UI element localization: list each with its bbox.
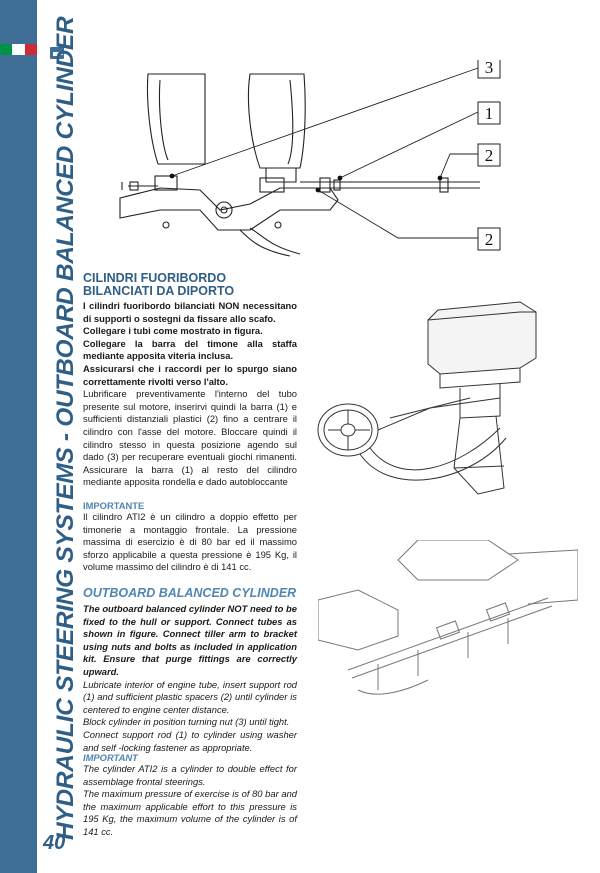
italian-title-line2: BILANCIATI DA DIPORTO xyxy=(83,284,235,298)
italian-flag xyxy=(0,44,37,55)
english-important-label: IMPORTANT xyxy=(83,752,138,763)
flag-white xyxy=(12,44,24,55)
top-diagram xyxy=(100,60,510,260)
engine-wheel-illustration xyxy=(310,298,580,508)
callout-2b: 2 xyxy=(484,230,494,249)
callout-1: 1 xyxy=(484,104,494,123)
callout-3: 3 xyxy=(484,60,494,77)
english-title: OUTBOARD BALANCED CYLINDER xyxy=(83,586,297,600)
english-body-2: Block cylinder in position turning nut (3) until tight. xyxy=(83,716,290,728)
sidebar-band xyxy=(0,0,37,873)
english-body-3: Connect support rod (1) to cylinder using washer and self -locking fastener as appropriate. xyxy=(83,728,297,753)
page-number: 40 xyxy=(43,832,66,854)
flag-red xyxy=(25,44,37,55)
italian-bold-4: Assicurarsi che i raccordi per lo spurgo siano correttamente rivolti verso l'alto. xyxy=(83,362,297,387)
vertical-title: HYDRAULIC STEERING SYSTEMS - OUTBOARD BALANCED CYLINDER xyxy=(52,16,79,840)
italian-title-line1: CILINDRI FUORIBORDO xyxy=(83,271,227,285)
italian-bold-2: Collegare i tubi come mostrato in figura. xyxy=(83,325,263,337)
italian-bold-3: Collegare la barra del timone alla staffa mediante apposita viteria inclusa. xyxy=(83,337,297,362)
flag-green xyxy=(0,44,12,55)
english-section xyxy=(83,586,297,754)
italian-section xyxy=(83,272,297,489)
italian-important-text: Il cilindro ATI2 è un cilindro a doppio effetto per timonerie a montaggio frontale. La pressione massima di esercizio è di 80 bar ed il massimo sforzo applicabile a questa pressione è 195 Kg, il volume massimo del cilindro è di 141 cc. xyxy=(83,511,297,573)
italian-bold-1: I cilindri fuoribordo bilanciati NON necessitano di supporti o sostegni da fissare allo scafo. xyxy=(83,300,297,324)
italian-body: Lubrificare preventivamente l'interno del tubo presente sul motore, inserirvi quindi la barra (1) e sufficienti distanziali plastici (2) fino a centrare il cilindro con l'asse del motore. Bloccare quindi il cilindro stesso in questa posizione agendo sul dado (3) per recuperare eventuali giochi rimanenti. Assicurare la barra (1) al resto del cilindro mediante apposita rondella e dado autobloccante xyxy=(83,388,297,488)
english-important-text: The cylinder ATI2 is a cylinder to double effect for assemblage frontal steerings. The maximum pressure of exercise is of 80 bar and the maximum applicable effort to this pressure is 195 Kg, the maximum volume of the cylinder is of 141 cc. xyxy=(83,763,297,837)
english-important-section xyxy=(83,752,297,839)
english-bold: The outboard balanced cylinder NOT need to be fixed to the hull or support. Connect tubes as shown in figure. Connect tiller arm to bracket using nuts and bolts as included in application kit. Ensure that purge fittings are correctly upward. xyxy=(83,603,297,677)
callout-2a: 2 xyxy=(484,146,494,165)
italian-important-label: IMPORTANTE xyxy=(83,500,145,511)
italian-important-section xyxy=(83,500,297,574)
twin-engine-illustration xyxy=(318,540,578,700)
english-body-1: Lubricate interior of engine tube, insert support rod (1) and sufficient plastic spacers (2) until cylinder is centered to engine center distance. xyxy=(83,678,297,715)
